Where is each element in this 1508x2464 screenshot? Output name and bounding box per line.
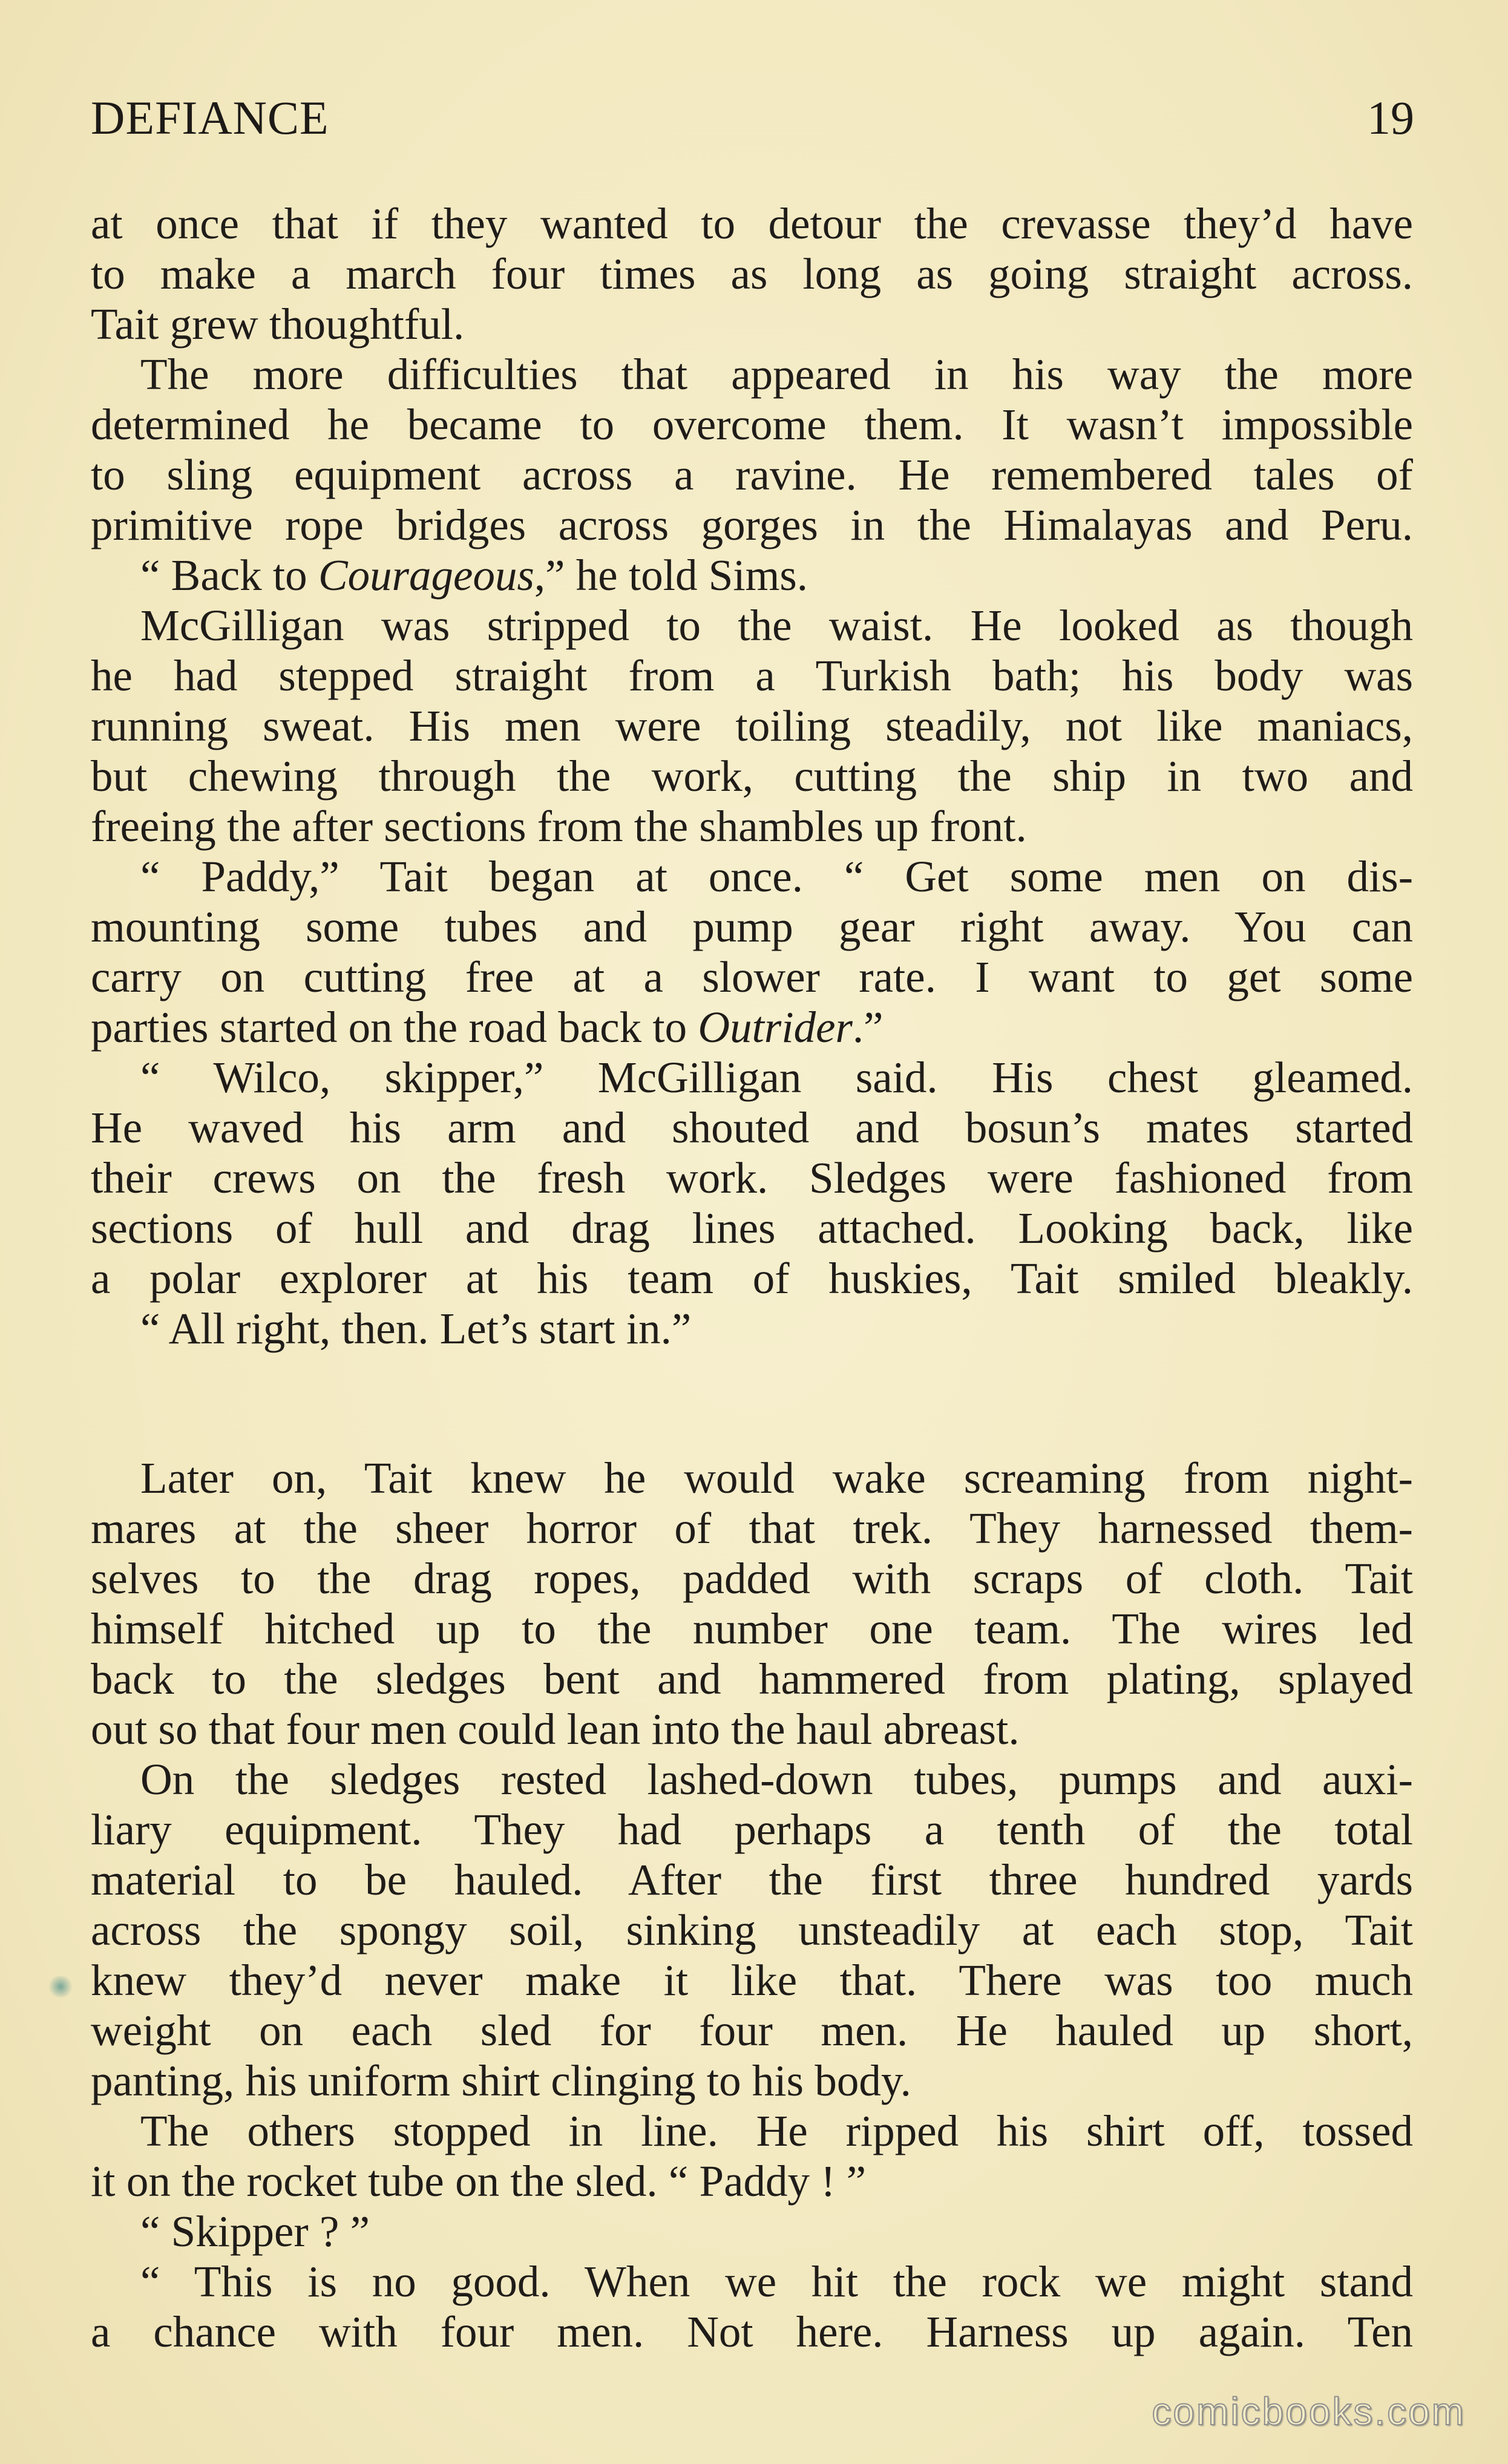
text-line: freeing the after sections from the shambles up front. xyxy=(91,802,1027,851)
text-line: The more difficulties that appeared in his way the more xyxy=(140,350,1413,399)
text-line: The others stopped in line. He ripped his shirt off, tossed xyxy=(140,2106,1413,2155)
paragraph xyxy=(91,349,1413,550)
watermark: comicbooks.com xyxy=(1152,2390,1466,2433)
text-line: primitive rope bridges across gorges in the Himalayas and Peru. xyxy=(91,500,1413,549)
text-line: Later on, Tait knew he would wake screaming from night- xyxy=(140,1453,1413,1502)
text-line: mounting some tubes and pump gear right away. You can xyxy=(91,902,1413,951)
text-line: running sweat. His men were toiling steadily, not like maniacs, xyxy=(91,701,1413,750)
text-line: panting, his uniform shirt clinging to his body. xyxy=(91,2056,911,2105)
text-line: across the spongy soil, sinking unsteadily at each stop, Tait xyxy=(91,1905,1413,1954)
text-line: “ Skipper ? ” xyxy=(140,2207,370,2256)
paragraph xyxy=(91,600,1413,851)
text-line: it on the rocket tube on the sled. “ Paddy ! ” xyxy=(91,2157,867,2206)
text-line: “ Wilco, skipper,” McGilligan said. His chest gleamed. xyxy=(140,1053,1413,1102)
text-line: he had stepped straight from a Turkish bath; his body was xyxy=(91,651,1413,700)
ship-name: Courageous xyxy=(318,551,534,600)
text-line: knew they’d never make it like that. There was too much xyxy=(91,1956,1413,2005)
paragraph xyxy=(91,1754,1413,2106)
text-line: carry on cutting free at a slower rate. I want to get some xyxy=(91,952,1413,1001)
text-line: “ Back to Courageous,” he told Sims. xyxy=(140,551,808,600)
text-line: parties started on the road back to Outrider.” xyxy=(91,1003,883,1052)
text-line: a polar explorer at his team of huskies, Tait smiled bleakly. xyxy=(91,1254,1413,1303)
text-line: their crews on the fresh work. Sledges were fashioned from xyxy=(91,1153,1413,1202)
text-line: himself hitched up to the number one team. The wires led xyxy=(91,1604,1413,1653)
ink-stain xyxy=(47,1976,74,1997)
paragraph xyxy=(91,851,1413,1052)
paragraph xyxy=(91,2256,1413,2357)
text-line: out so that four men could lean into the haul abreast. xyxy=(91,1705,1020,1754)
paragraph xyxy=(91,2206,1413,2256)
page-number: 19 xyxy=(1367,91,1414,144)
text-line: “ This is no good. When we hit the rock we might stand xyxy=(140,2257,1413,2306)
text-line: determined he became to overcome them. It wasn’t impossible xyxy=(91,400,1413,449)
text-line: selves to the drag ropes, padded with scraps of cloth. Tait xyxy=(91,1554,1413,1603)
text-line: back to the sledges bent and hammered from plating, splayed xyxy=(91,1654,1413,1703)
text-line: sections of hull and drag lines attached. Looking back, like xyxy=(91,1204,1413,1253)
text-line: McGilligan was stripped to the waist. He looked as though xyxy=(140,601,1413,650)
paragraph xyxy=(91,550,1413,600)
section-break xyxy=(91,1354,1413,1453)
text-line: to make a march four times as long as going straight across. xyxy=(91,249,1413,298)
paragraph xyxy=(91,1052,1413,1303)
text-line: liary equipment. They had perhaps a tenth of the total xyxy=(91,1805,1413,1854)
page-header xyxy=(91,91,1414,163)
text-line: to sling equipment across a ravine. He remembered tales of xyxy=(91,450,1413,499)
text-line: He waved his arm and shouted and bosun’s mates started xyxy=(91,1103,1413,1152)
text-line: “ All right, then. Let’s start in.” xyxy=(140,1304,692,1353)
text-line: Tait grew thoughtful. xyxy=(91,300,465,349)
paragraph xyxy=(91,1453,1413,1754)
text-line: a chance with four men. Not here. Harness up again. Ten xyxy=(91,2307,1413,2356)
text-line: “ Paddy,” Tait began at once. “ Get some men on dis- xyxy=(140,852,1413,901)
ship-name: Outrider xyxy=(698,1003,853,1052)
text-line: mares at the sheer horror of that trek. They harnessed them- xyxy=(91,1504,1413,1553)
text-line: at once that if they wanted to detour the crevasse they’d have xyxy=(91,199,1413,248)
text-line: but chewing through the work, cutting the ship in two and xyxy=(91,752,1413,801)
paragraph xyxy=(91,2106,1413,2206)
text-line: weight on each sled for four men. He hauled up short, xyxy=(91,2006,1413,2055)
paragraph xyxy=(91,1303,1413,1354)
running-head: DEFIANCE xyxy=(91,91,329,144)
body-text xyxy=(91,198,1413,2357)
text-line: On the sledges rested lashed-down tubes, pumps and auxi- xyxy=(140,1755,1413,1804)
text-line: material to be hauled. After the first three hundred yards xyxy=(91,1855,1413,1904)
paragraph xyxy=(91,198,1413,349)
